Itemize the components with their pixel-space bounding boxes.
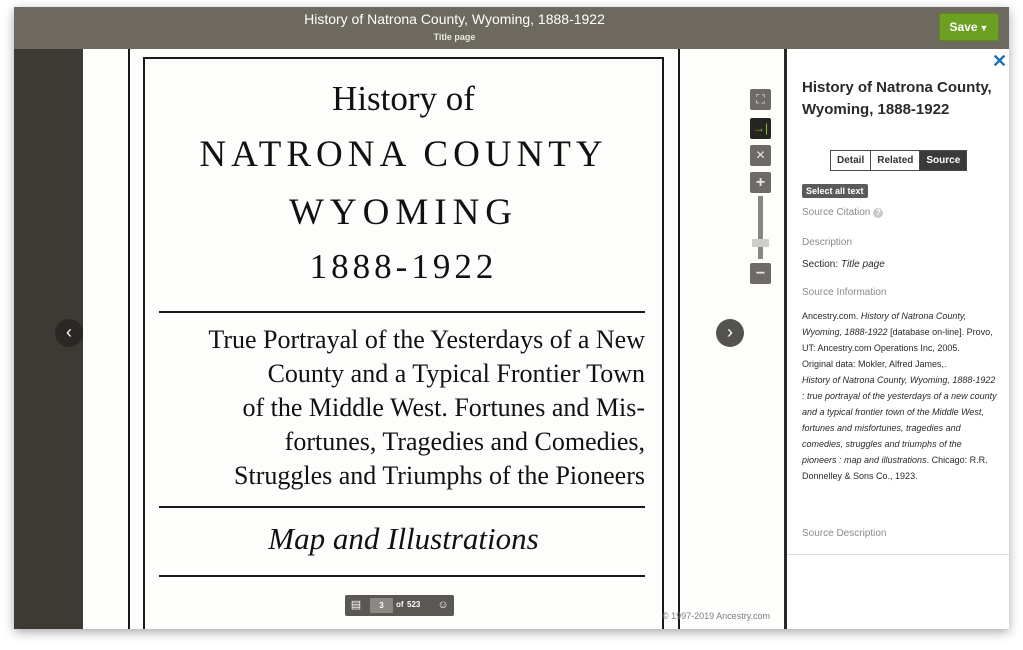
fullscreen-icon[interactable]: ⛶: [750, 89, 771, 110]
info-original: Original data: Mokler, Alfred James,.: [802, 359, 947, 369]
help-icon[interactable]: ?: [873, 208, 883, 218]
record-title: History of Natrona County, Wyoming, 1888-1922: [304, 11, 605, 27]
panel-tabs: [830, 150, 967, 171]
source-description-label: Source Description: [802, 528, 887, 539]
chevron-right-icon: ›: [727, 322, 733, 342]
tab-related[interactable]: Related: [871, 151, 920, 170]
panel-title: History of Natrona County, Wyoming, 1888-1922: [802, 79, 992, 118]
source-panel: [784, 49, 1009, 629]
info-db-online: [database on-line]. Provo, UT: Ancestry.com Operations Inc, 2005.: [802, 327, 993, 353]
tab-detail[interactable]: Detail: [831, 151, 871, 170]
doc-paragraph-line: Struggles and Triumphs of the Pioneers: [234, 461, 645, 490]
page-of-label: of: [396, 600, 404, 609]
image-viewer[interactable]: [14, 49, 784, 629]
doc-rule: [159, 506, 645, 508]
doc-years-line: 1888-1922: [309, 247, 498, 286]
previous-image-button[interactable]: [55, 319, 83, 347]
info-db-title: History of Natrona County, Wyoming, 1888-1922: [802, 311, 967, 337]
page-total: 523: [407, 600, 421, 609]
zoom-slider[interactable]: [758, 196, 763, 259]
zoom-in-button[interactable]: +: [750, 172, 771, 193]
zoom-out-button[interactable]: −: [750, 263, 771, 284]
doc-paragraph-line: County and a Typical Frontier Town: [267, 359, 645, 388]
source-info-text: [802, 308, 997, 484]
section-key: Section:: [802, 259, 839, 270]
doc-paragraph-line: fortunes, Tragedies and Comedies,: [284, 427, 645, 456]
chevron-left-icon: ‹: [66, 322, 72, 342]
filmstrip-icon[interactable]: ▤: [350, 599, 362, 611]
tools-icon[interactable]: ✕: [750, 145, 771, 166]
doc-paragraph-line: True Portrayal of the Yesterdays of a New: [208, 325, 645, 354]
doc-illustrations-line: Map and Illustrations: [268, 521, 539, 556]
top-bar: [14, 7, 1009, 49]
section-line: [802, 259, 885, 270]
save-label: Save: [949, 20, 978, 34]
tab-source[interactable]: Source: [920, 151, 966, 170]
info-original-title: History of Natrona County, Wyoming, 1888-1922 : true portrayal of the yesterdays of a new county and a typical frontier town of the Middle West, fortunes and misfortunes, tragedies and comedies, struggles and triumphs of the pioneers : map and illustrations: [802, 375, 997, 465]
panel-divider: [787, 554, 1009, 555]
description-label: Description: [802, 237, 853, 248]
doc-state-line: WYOMING: [288, 192, 519, 233]
app-window: [14, 7, 1009, 629]
page-navigator: [345, 595, 454, 616]
copyright-text: © 1997-2019 Ancestry.com: [662, 611, 771, 621]
next-image-button[interactable]: [716, 319, 744, 347]
source-info-label: Source Information: [802, 287, 887, 298]
select-all-text-button[interactable]: Select all text: [802, 184, 868, 198]
zoom-slider-handle[interactable]: [752, 239, 769, 247]
info-publisher: Ancestry.com.: [802, 311, 859, 321]
chevron-down-icon: ▼: [979, 23, 989, 33]
info-publisher-original: . Chicago: R.R. Donnelley & Sons Co., 1923.: [802, 455, 988, 481]
save-button[interactable]: [939, 13, 999, 41]
section-value: Title page: [840, 259, 885, 270]
people-icon[interactable]: ☺: [437, 599, 449, 611]
doc-county-line: NATRONA COUNTY: [199, 134, 608, 175]
source-citation-text: Source Citation: [802, 207, 871, 218]
doc-rule: [159, 575, 645, 577]
doc-rule: [159, 311, 645, 313]
page-number-input[interactable]: 3: [370, 598, 393, 613]
doc-title-line: History of: [332, 79, 475, 118]
record-subtitle: Title page: [433, 32, 476, 42]
doc-paragraph-line: of the Middle West. Fortunes and Mis-: [242, 393, 645, 422]
close-icon[interactable]: ✕: [992, 51, 1008, 71]
source-citation-label: [802, 207, 883, 218]
sidebar-toggle-icon[interactable]: →|: [750, 118, 771, 139]
